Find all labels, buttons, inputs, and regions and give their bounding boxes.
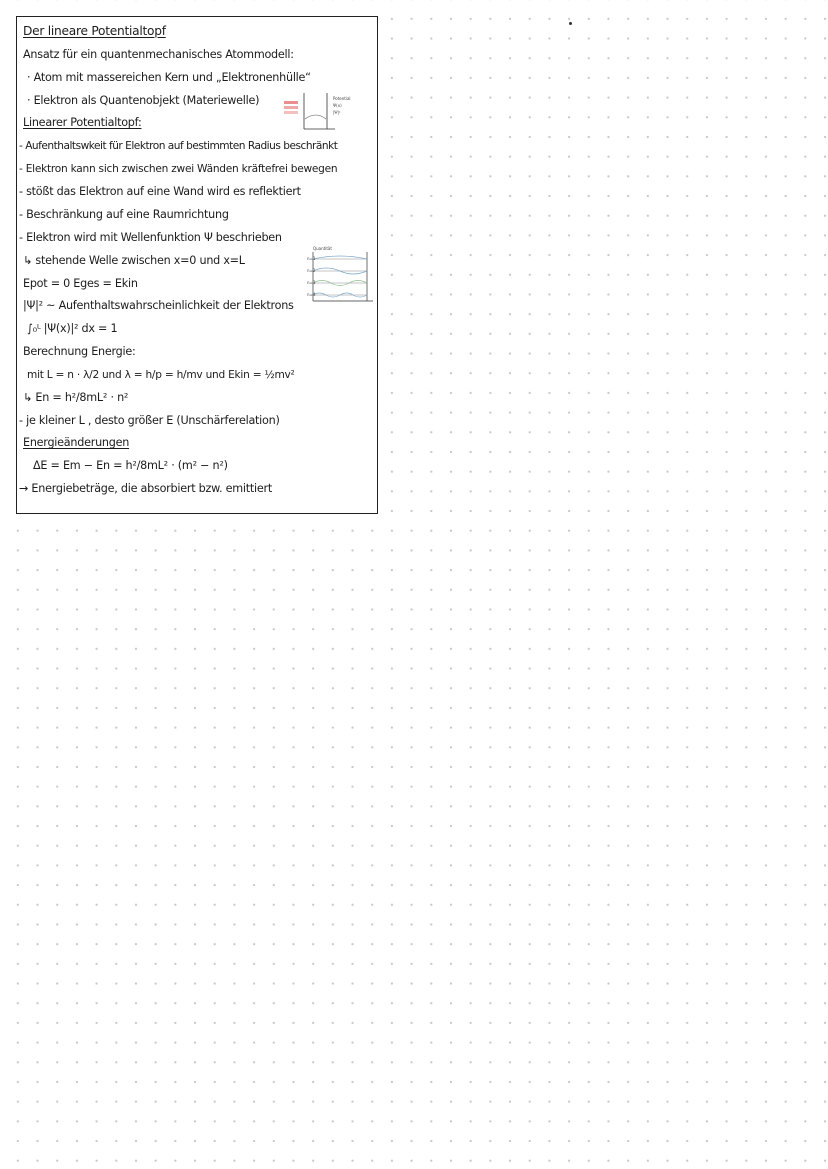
- note-line-8: - Beschränkung auf eine Raumrichtung: [19, 208, 229, 221]
- note-line-15: mit L = n · λ/2 und λ = h/p = h/mv und Ekin = ½mv²: [27, 369, 295, 381]
- diagram-legend-3: |Ψ|²: [333, 110, 341, 115]
- diagram-legend-1: Potential: [333, 96, 351, 101]
- note-line-10: ↳ stehende Welle zwischen x=0 und x=L: [23, 254, 245, 267]
- standing-wave-diagram: [307, 245, 375, 303]
- level-label-4: n=4: [307, 292, 316, 297]
- note-line-9: - Elektron wird mit Wellenfunktion Ψ beschrieben: [19, 231, 282, 244]
- note-line-7: - stößt das Elektron auf eine Wand wird es reflektiert: [19, 185, 301, 198]
- note-line-13: ∫₀ᴸ |Ψ(x)|² dx = 1: [27, 322, 118, 335]
- note-title: Der lineare Potentialtopf: [23, 24, 166, 38]
- level-label-3: n=3: [307, 280, 316, 285]
- note-subheading-potentialtopf: Linearer Potentialtopf:: [23, 116, 142, 129]
- note-line-3: · Elektron als Quantenobjekt (Materiewelle): [27, 94, 260, 107]
- stray-dot: [569, 22, 572, 25]
- red-marker: [284, 106, 298, 109]
- red-marker: [284, 111, 298, 114]
- red-marker: [284, 101, 298, 104]
- note-line-6: - Elektron kann sich zwischen zwei Wänden kräftefrei bewegen: [19, 163, 338, 175]
- note-line-2: · Atom mit massereichen Kern und „Elektronenhülle“: [27, 71, 311, 84]
- diagram-legend-2: Ψ(x): [333, 103, 342, 108]
- note-line-1: Ansatz für ein quantenmechanisches Atommodell:: [23, 48, 294, 61]
- note-line-17: - je kleiner L , desto größer E (Unschärferelation): [19, 414, 280, 427]
- potential-model-diagram: [283, 89, 375, 133]
- note-line-16: ↳ En = h²/8mL² · n²: [23, 391, 129, 404]
- wave-diagram-title: Quantität: [313, 246, 332, 251]
- note-line-20: → Energiebeträge, die absorbiert bzw. emittiert: [19, 482, 273, 495]
- note-line-11: Epot = 0 Eges = Ekin: [23, 277, 138, 290]
- note-line-19: ΔE = Em − En = h²/8mL² · (m² − n²): [33, 459, 228, 472]
- note-line-14: Berechnung Energie:: [23, 345, 136, 358]
- level-label-1: n=1: [307, 256, 316, 261]
- note-line-5: - Aufenthaltswkeit für Elektron auf bestimmten Radius beschränkt: [19, 140, 338, 152]
- level-label-2: n=2: [307, 268, 316, 273]
- note-subheading-energieaenderungen: Energieänderungen: [23, 436, 130, 449]
- note-line-12: |Ψ|² ~ Aufenthaltswahrscheinlichkeit der Elektrons: [23, 299, 294, 312]
- note-card: [16, 16, 378, 514]
